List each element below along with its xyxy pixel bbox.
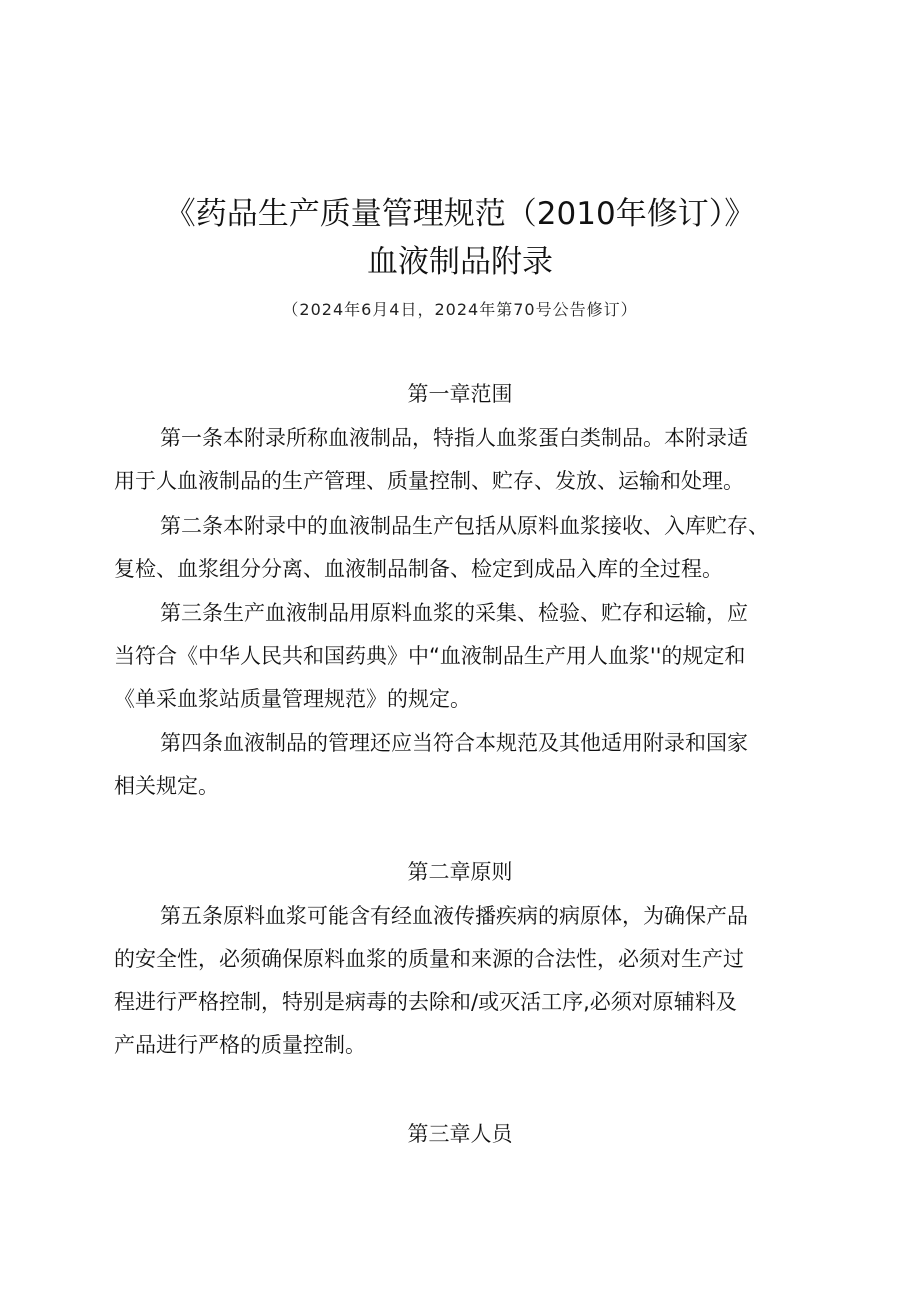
article-4-line-1: 第四条血液制品的管理还应当符合本规范及其他适用附录和国家 (160, 731, 748, 755)
article-3 (114, 592, 814, 721)
article-1 (114, 417, 814, 503)
article-5 (114, 895, 814, 1067)
chapter-3-heading: 第三章人员 (407, 1122, 513, 1146)
chapter-2-heading: 第二章原则 (407, 860, 513, 884)
article-5-line-2: 的安全性，必须确保原料血浆的质量和来源的合法性，必须对生产过 (114, 947, 744, 971)
article-3-line-2: 当符合《中华人民共和国药典》中“血液制品生产用人血浆''的规定和 (114, 644, 746, 668)
article-2-line-1: 第二条本附录中的血液制品生产包括从原料血浆接收、入库贮存、 (160, 514, 769, 538)
document-title-line1: 《药品生产质量管理规范（2010年修订）》 (164, 196, 756, 232)
article-1-line-2: 用于人血液制品的生产管理、质量控制、贮存、发放、运输和处理。 (114, 469, 744, 493)
article-5-line-4: 产品进行严格的质量控制。 (114, 1033, 366, 1057)
article-2 (114, 505, 814, 591)
document-title-line2: 血液制品附录 (367, 244, 553, 280)
article-5-line-3: 程进行严格控制，特别是病毒的去除和/或灭活工序,必须对原辅料及 (114, 990, 737, 1014)
article-4 (114, 722, 814, 808)
article-3-line-1: 第三条生产血液制品用原料血浆的采集、检验、贮存和运输，应 (160, 601, 748, 625)
article-5-line-1: 第五条原料血浆可能含有经血液传播疾病的病原体，为确保产品 (160, 904, 748, 928)
document-subtitle: （2024年6月4日，2024年第70号公告修订） (282, 300, 638, 319)
article-3-line-3: 《单采血浆站质量管理规范》的规定。 (114, 687, 471, 711)
chapter-1-heading: 第一章范围 (407, 382, 513, 406)
article-2-line-2: 复检、血浆组分分离、血液制品制备、检定到成品入库的全过程。 (114, 557, 723, 581)
article-4-line-2: 相关规定。 (114, 774, 219, 798)
article-1-line-1: 第一条本附录所称血液制品，特指人血浆蛋白类制品。本附录适 (160, 426, 748, 450)
